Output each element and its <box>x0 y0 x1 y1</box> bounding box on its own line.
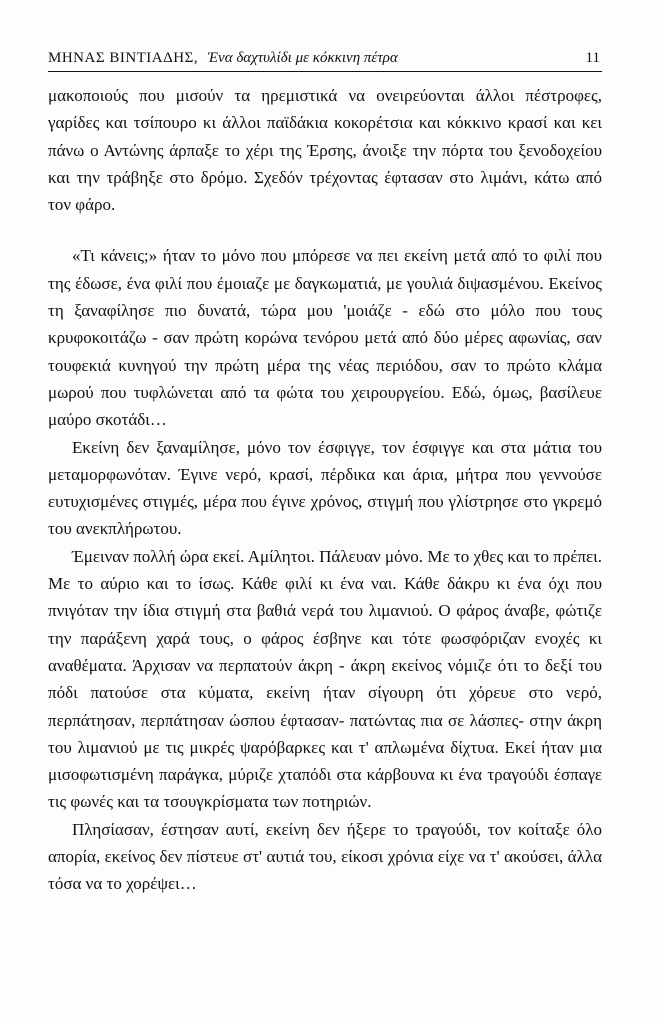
page-number: 11 <box>585 50 600 66</box>
paragraph-3: Εκείνη δεν ξαναμίλησε, μόνο τον έσφιγγε, τον έσφιγγε και στα μάτια του μεταμορφωνόταν. Έγινε νερό, κρασί, πέρδικα και άρια, μήτρα που γεννούσε ευτυχισμένες στιγμές, μέρα που έγινε χρόνος, στιγμή που γλίστρησε στο γκρεμό του ανεκπλήρωτου. <box>48 437 602 539</box>
running-header <box>48 48 600 70</box>
paragraph-5: Πλησίασαν, έστησαν αυτί, εκείνη δεν ήξερε το τραγούδι, τον κοίταξε όλο απορία, εκείνος δεν πίστευε στ' αυτιά του, είκοσι χρόνια είχε να τ' ακούσει, άλλα τόσα να το χορέψει… <box>48 819 602 894</box>
paragraph-1: μακοποιούς που μισούν τα ηρεμιστικά να ονειρεύονται άλλοι πέστροφες, γαρίδες και τσίπουρο κι άλλοι παϊδάκια κοκορέτσια και κόκκινο κρασί και κει πάνω ο Αντώνης άρπαξε το χέρι της Έρσης, άνοιξε την πόρτα του ξενοδοχείου και την τράβηξε στο δρόμο. Σχεδόν τρέχοντας έφτασαν στο λιμάνι, κάτω από τον φάρο. <box>48 86 602 215</box>
header-book-title: Ένα δαχτυλίδι με κόκκινη πέτρα <box>207 50 398 66</box>
header-divider <box>48 71 602 72</box>
paragraph-2: «Τι κάνεις;» ήταν το μόνο που μπόρεσε να πει εκείνη μετά από το φιλί που της έδωσε, ένα φιλί που έμοιαζε με δαγκωματιά, με γουλιά διψασμένου. Εκείνος τη ξαναφίλησε πιο δυνατά, τώρα μου 'μοιάζε - εδώ στο μόλο που τους κρυφοκοιτάζω - σαν πρώτη κορώνα τενόρου μετά από δύο μέρες αφωνίας, σαν τουφεκιά κυνηγού την πρώτη μέρα της νέας περιόδου, σαν το πρώτο κλάμα μωρού που τυφλώνεται από τα φώτα του χειρουργείου. Εδώ, όμως, βασίλευε μαύρο σκοτάδι… <box>48 246 602 430</box>
page-body <box>48 82 602 898</box>
header-author: ΜΗΝΑΣ ΒΙΝΤΙΑΔΗΣ, <box>48 50 199 66</box>
paragraph-4: Έμειναν πολλή ώρα εκεί. Αμίλητοι. Πάλευαν μόνο. Με το χθες και το πρέπει. Με το αύριο και το ίσως. Κάθε φιλί κι ένα ναι. Κάθε δάκρυ κι ένα όχι που πνιγόταν την ίδια στιγμή στα βαθιά νερά του λιμανιού. Ο φάρος άναβε, φώτιζε την παράξενη χαρά τους, ο φάρος έσβηνε και τότε φωσφόριζαν ενοχές κι αναθέματα. Άρχισαν να περπατούν άκρη - άκρη εκείνος νόμιζε ότι το δεξί του πόδι πατούσε στα κύματα, εκείνη ήταν σίγουρη ότι χόρευε στο νερό, περπάτησαν, περπάτησαν ώσπου έφτασαν- πατώντας πια σε λάσπες- στην άκρη του λιμανιού με τις μικρές ψαρόβαρκες και τ' απλωμένα δίχτυα. Εκεί ήταν μια μισοφωτισμένη παράγκα, μύριζε χταπόδι στα κάρβουνα κι ένα τραγούδι έσπαγε τις φωνές και τα τσουγκρίσματα των ποτηριών. <box>48 546 602 812</box>
